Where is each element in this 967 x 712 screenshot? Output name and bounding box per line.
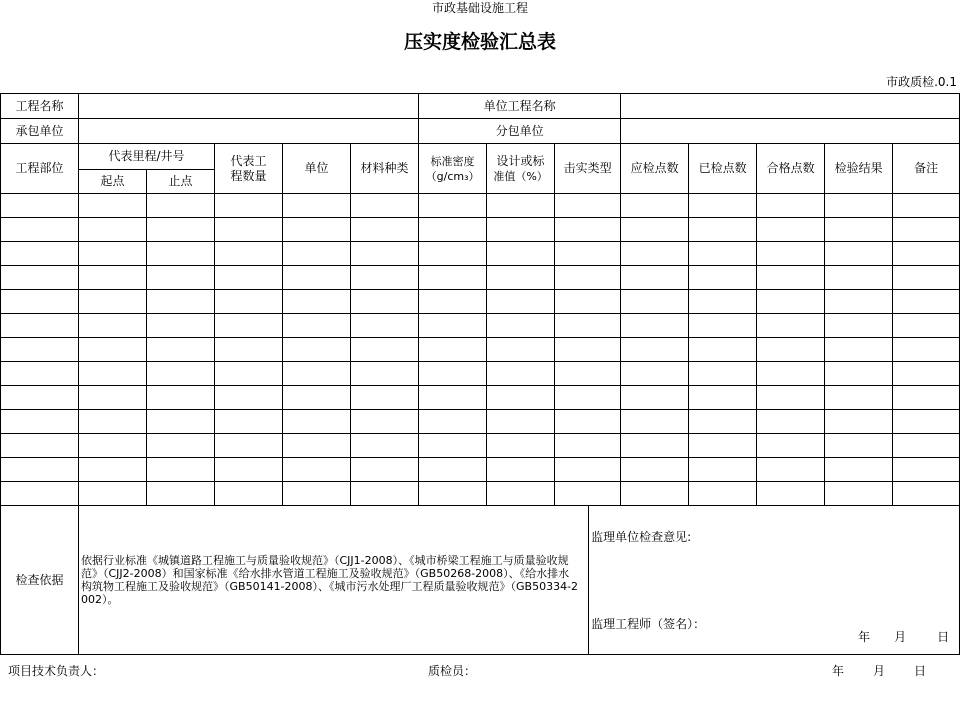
cell-result[interactable]: [825, 290, 893, 314]
col-design-line2: 准值（%）: [493, 169, 548, 183]
cell-passed-points[interactable]: [757, 410, 825, 434]
cell-standard-density[interactable]: [419, 434, 487, 458]
cell-start-point[interactable]: [79, 482, 147, 506]
table-row: [1, 194, 960, 218]
cell-location[interactable]: [1, 338, 79, 362]
subcontractor-label: 分包单位: [419, 119, 621, 144]
cell-checked-points[interactable]: [689, 266, 757, 290]
cell-checked-points[interactable]: [689, 194, 757, 218]
cell-quantity[interactable]: [215, 386, 283, 410]
table-row: [1, 314, 960, 338]
cell-required-points[interactable]: [621, 338, 689, 362]
cell-standard-density[interactable]: [419, 242, 487, 266]
cell-start-point[interactable]: [79, 362, 147, 386]
cell-standard-density[interactable]: [419, 482, 487, 506]
subcontractor-value[interactable]: [621, 119, 960, 144]
cell-required-points[interactable]: [621, 218, 689, 242]
cell-checked-points[interactable]: [689, 434, 757, 458]
cell-design-value[interactable]: [487, 434, 555, 458]
col-density-line2: （g/cm₃）: [425, 169, 480, 183]
cell-end-point[interactable]: [147, 242, 215, 266]
cell-checked-points[interactable]: [689, 218, 757, 242]
cell-quantity[interactable]: [215, 458, 283, 482]
cell-passed-points[interactable]: [757, 362, 825, 386]
cell-remarks[interactable]: [893, 410, 960, 434]
project-name-value[interactable]: [79, 94, 419, 119]
cell-location[interactable]: [1, 242, 79, 266]
cell-design-value[interactable]: [487, 482, 555, 506]
cell-unit[interactable]: [283, 362, 351, 386]
cell-design-value[interactable]: [487, 194, 555, 218]
table-bottom: [1, 506, 960, 655]
cell-compaction-type[interactable]: [555, 434, 621, 458]
col-density-line1: 标准密度: [430, 154, 475, 168]
cell-remarks[interactable]: [893, 338, 960, 362]
cell-end-point[interactable]: [147, 362, 215, 386]
table-row: [1, 482, 960, 506]
cell-passed-points[interactable]: [757, 458, 825, 482]
cell-material[interactable]: [351, 410, 419, 434]
project-info-row: [1, 94, 960, 119]
cell-start-point[interactable]: [79, 338, 147, 362]
cell-compaction-type[interactable]: [555, 362, 621, 386]
cell-unit[interactable]: [283, 338, 351, 362]
compaction-summary-table: [0, 93, 960, 655]
cell-compaction-type[interactable]: [555, 458, 621, 482]
cell-checked-points[interactable]: [689, 290, 757, 314]
cell-checked-points[interactable]: [689, 362, 757, 386]
cell-checked-points[interactable]: [689, 242, 757, 266]
cell-remarks[interactable]: [893, 290, 960, 314]
cell-location[interactable]: [1, 314, 79, 338]
cell-location[interactable]: [1, 386, 79, 410]
cell-result[interactable]: [825, 458, 893, 482]
cell-remarks[interactable]: [893, 458, 960, 482]
cell-required-points[interactable]: [621, 410, 689, 434]
cell-unit[interactable]: [283, 266, 351, 290]
cell-required-points[interactable]: [621, 434, 689, 458]
col-compaction-type: 击实类型: [555, 144, 621, 194]
cell-start-point[interactable]: [79, 290, 147, 314]
cell-compaction-type[interactable]: [555, 410, 621, 434]
col-result: 检验结果: [825, 144, 893, 194]
supervision-engineer-label: 监理工程师（签名）：: [591, 617, 706, 631]
cell-start-point[interactable]: [79, 314, 147, 338]
cell-remarks[interactable]: [893, 194, 960, 218]
cell-checked-points[interactable]: [689, 314, 757, 338]
cell-quantity[interactable]: [215, 242, 283, 266]
cell-unit[interactable]: [283, 194, 351, 218]
cell-passed-points[interactable]: [757, 242, 825, 266]
table-row: [1, 242, 960, 266]
cell-material[interactable]: [351, 290, 419, 314]
cell-required-points[interactable]: [621, 290, 689, 314]
cell-compaction-type[interactable]: [555, 194, 621, 218]
tech-lead-label: 项目技术负责人：: [8, 664, 105, 678]
cell-material[interactable]: [351, 362, 419, 386]
cell-remarks[interactable]: [893, 482, 960, 506]
cell-quantity[interactable]: [215, 410, 283, 434]
cell-material[interactable]: [351, 266, 419, 290]
cell-location[interactable]: [1, 218, 79, 242]
cell-result[interactable]: [825, 410, 893, 434]
cell-standard-density[interactable]: [419, 266, 487, 290]
cell-passed-points[interactable]: [757, 266, 825, 290]
cell-quantity[interactable]: [215, 482, 283, 506]
form-title: 压实度检验汇总表: [403, 31, 556, 53]
table-header: [1, 94, 960, 194]
cell-compaction-type[interactable]: [555, 338, 621, 362]
cell-remarks[interactable]: [893, 218, 960, 242]
cell-design-value[interactable]: [487, 338, 555, 362]
cell-checked-points[interactable]: [689, 410, 757, 434]
cell-start-point[interactable]: [79, 242, 147, 266]
cell-standard-density[interactable]: [419, 194, 487, 218]
cell-required-points[interactable]: [621, 458, 689, 482]
cell-required-points[interactable]: [621, 314, 689, 338]
table-row: [1, 218, 960, 242]
inspection-basis-row: [1, 506, 960, 655]
cell-remarks[interactable]: [893, 362, 960, 386]
cell-checked-points[interactable]: [689, 458, 757, 482]
cell-end-point[interactable]: [147, 482, 215, 506]
table-row: [1, 434, 960, 458]
cell-result[interactable]: [825, 362, 893, 386]
cell-design-value[interactable]: [487, 386, 555, 410]
project-name-label: 工程名称: [1, 94, 79, 119]
table-row: [1, 362, 960, 386]
top-caption: 市政基础设施工程: [431, 1, 528, 15]
column-header-row: [1, 144, 960, 170]
cell-quantity[interactable]: [215, 266, 283, 290]
cell-unit[interactable]: [283, 482, 351, 506]
cell-start-point[interactable]: [79, 194, 147, 218]
cell-quantity[interactable]: [215, 338, 283, 362]
cell-end-point[interactable]: [147, 290, 215, 314]
cell-quantity[interactable]: [215, 194, 283, 218]
cell-result[interactable]: [825, 386, 893, 410]
cell-design-value[interactable]: [487, 290, 555, 314]
cell-result[interactable]: [825, 338, 893, 362]
cell-start-point[interactable]: [79, 434, 147, 458]
cell-checked-points[interactable]: [689, 386, 757, 410]
cell-checked-points[interactable]: [689, 482, 757, 506]
cell-passed-points[interactable]: [757, 386, 825, 410]
cell-location[interactable]: [1, 458, 79, 482]
col-start-point: 起点: [79, 170, 147, 194]
cell-unit[interactable]: [283, 434, 351, 458]
cell-result[interactable]: [825, 266, 893, 290]
contractor-value[interactable]: [79, 119, 419, 144]
cell-result[interactable]: [825, 218, 893, 242]
cell-standard-density[interactable]: [419, 362, 487, 386]
cell-material[interactable]: [351, 242, 419, 266]
cell-required-points[interactable]: [621, 194, 689, 218]
cell-standard-density[interactable]: [419, 290, 487, 314]
cell-result[interactable]: [825, 194, 893, 218]
col-mileage-group: 代表里程/井号: [79, 144, 215, 170]
cell-location[interactable]: [1, 410, 79, 434]
cell-remarks[interactable]: [893, 386, 960, 410]
table-row: [1, 410, 960, 434]
cell-unit[interactable]: [283, 386, 351, 410]
cell-standard-density[interactable]: [419, 410, 487, 434]
cell-unit[interactable]: [283, 242, 351, 266]
cell-unit[interactable]: [283, 458, 351, 482]
cell-result[interactable]: [825, 482, 893, 506]
table-row: [1, 290, 960, 314]
cell-material[interactable]: [351, 338, 419, 362]
cell-remarks[interactable]: [893, 434, 960, 458]
supervision-month-label: 月: [894, 630, 907, 644]
cell-required-points[interactable]: [621, 386, 689, 410]
cell-passed-points[interactable]: [757, 434, 825, 458]
cell-compaction-type[interactable]: [555, 290, 621, 314]
basis-text: 依据行业标准《城镇道路工程施工与质量验收规范》（CJJ1-2008）、《城市桥梁工程施工与质量验收规范》（CJJ2-2008）和国家标准《给水排水管道工程施工及验收规范》（GB50268-2008）、《给水排水构筑物工程施工及验收规范》（GB50141-2008）、《城市污水处理厂工程质量验收规范》（GB50334-2002）。: [79, 506, 589, 655]
cell-quantity[interactable]: [215, 362, 283, 386]
col-location: 工程部位: [1, 144, 79, 194]
footer-month-label: 月: [873, 664, 886, 678]
cell-material[interactable]: [351, 386, 419, 410]
cell-location[interactable]: [1, 482, 79, 506]
cell-design-value[interactable]: [487, 362, 555, 386]
supervision-opinion-cell[interactable]: [589, 506, 960, 655]
cell-unit[interactable]: [283, 410, 351, 434]
cell-compaction-type[interactable]: [555, 242, 621, 266]
cell-design-value[interactable]: [487, 266, 555, 290]
cell-remarks[interactable]: [893, 314, 960, 338]
footer-day-label: 日: [914, 664, 927, 678]
cell-material[interactable]: [351, 482, 419, 506]
cell-location[interactable]: [1, 362, 79, 386]
cell-end-point[interactable]: [147, 194, 215, 218]
cell-compaction-type[interactable]: [555, 218, 621, 242]
cell-start-point[interactable]: [79, 458, 147, 482]
cell-material[interactable]: [351, 458, 419, 482]
col-unit: 单位: [283, 144, 351, 194]
cell-material[interactable]: [351, 194, 419, 218]
cell-end-point[interactable]: [147, 458, 215, 482]
col-required-points: 应检点数: [621, 144, 689, 194]
table-row: [1, 266, 960, 290]
cell-location[interactable]: [1, 434, 79, 458]
cell-compaction-type[interactable]: [555, 314, 621, 338]
cell-result[interactable]: [825, 314, 893, 338]
table-row: [1, 386, 960, 410]
supervision-year-label: 年: [858, 630, 871, 644]
cell-standard-density[interactable]: [419, 338, 487, 362]
cell-passed-points[interactable]: [757, 314, 825, 338]
supervision-opinion-label: 监理单位检查意见:: [591, 530, 692, 544]
cell-material[interactable]: [351, 434, 419, 458]
unit-project-value[interactable]: [621, 94, 960, 119]
col-design-value: [487, 144, 555, 194]
cell-quantity[interactable]: [215, 314, 283, 338]
cell-design-value[interactable]: [487, 242, 555, 266]
footer-year-label: 年: [832, 664, 845, 678]
contractor-label: 承包单位: [1, 119, 79, 144]
cell-start-point[interactable]: [79, 410, 147, 434]
cell-compaction-type[interactable]: [555, 386, 621, 410]
col-material: 材料种类: [351, 144, 419, 194]
cell-quantity[interactable]: [215, 218, 283, 242]
cell-material[interactable]: [351, 314, 419, 338]
cell-end-point[interactable]: [147, 266, 215, 290]
cell-compaction-type[interactable]: [555, 266, 621, 290]
cell-result[interactable]: [825, 242, 893, 266]
cell-passed-points[interactable]: [757, 290, 825, 314]
cell-end-point[interactable]: [147, 410, 215, 434]
col-design-line1: 设计或标: [496, 153, 545, 168]
col-remarks: 备注: [893, 144, 960, 194]
cell-required-points[interactable]: [621, 242, 689, 266]
cell-checked-points[interactable]: [689, 338, 757, 362]
inspector-label: 质检员：: [428, 664, 477, 678]
cell-required-points[interactable]: [621, 266, 689, 290]
cell-remarks[interactable]: [893, 242, 960, 266]
cell-start-point[interactable]: [79, 218, 147, 242]
cell-standard-density[interactable]: [419, 458, 487, 482]
cell-quantity[interactable]: [215, 434, 283, 458]
cell-end-point[interactable]: [147, 338, 215, 362]
col-quantity-line1: 代表工: [230, 153, 267, 168]
basis-label: 检查依据: [1, 506, 79, 655]
table-row: [1, 458, 960, 482]
cell-passed-points[interactable]: [757, 482, 825, 506]
cell-result[interactable]: [825, 434, 893, 458]
cell-end-point[interactable]: [147, 434, 215, 458]
cell-design-value[interactable]: [487, 218, 555, 242]
unit-project-label: 单位工程名称: [419, 94, 621, 119]
cell-passed-points[interactable]: [757, 194, 825, 218]
cell-unit[interactable]: [283, 290, 351, 314]
table-body: [1, 194, 960, 506]
cell-location[interactable]: [1, 266, 79, 290]
supervision-box: [589, 506, 959, 654]
cell-unit[interactable]: [283, 314, 351, 338]
form-code: 市政质检.0.1: [886, 75, 957, 89]
cell-passed-points[interactable]: [757, 218, 825, 242]
cell-required-points[interactable]: [621, 362, 689, 386]
cell-location[interactable]: [1, 290, 79, 314]
cell-passed-points[interactable]: [757, 338, 825, 362]
cell-required-points[interactable]: [621, 482, 689, 506]
supervision-day-label: 日: [937, 630, 950, 644]
cell-compaction-type[interactable]: [555, 482, 621, 506]
cell-start-point[interactable]: [79, 266, 147, 290]
cell-standard-density[interactable]: [419, 218, 487, 242]
cell-start-point[interactable]: [79, 386, 147, 410]
cell-location[interactable]: [1, 194, 79, 218]
cell-design-value[interactable]: [487, 314, 555, 338]
col-end-point: 止点: [147, 170, 215, 194]
cell-quantity[interactable]: [215, 290, 283, 314]
col-quantity-line2: 程数量: [230, 168, 267, 183]
cell-material[interactable]: [351, 218, 419, 242]
col-checked-points: 已检点数: [689, 144, 757, 194]
cell-standard-density[interactable]: [419, 314, 487, 338]
col-standard-density: [419, 144, 487, 194]
cell-end-point[interactable]: [147, 218, 215, 242]
cell-end-point[interactable]: [147, 386, 215, 410]
cell-end-point[interactable]: [147, 314, 215, 338]
cell-design-value[interactable]: [487, 458, 555, 482]
cell-design-value[interactable]: [487, 410, 555, 434]
table-row: [1, 338, 960, 362]
cell-remarks[interactable]: [893, 266, 960, 290]
col-quantity: [215, 144, 283, 194]
cell-unit[interactable]: [283, 218, 351, 242]
col-passed-points: 合格点数: [757, 144, 825, 194]
cell-standard-density[interactable]: [419, 386, 487, 410]
contractor-info-row: [1, 119, 960, 144]
